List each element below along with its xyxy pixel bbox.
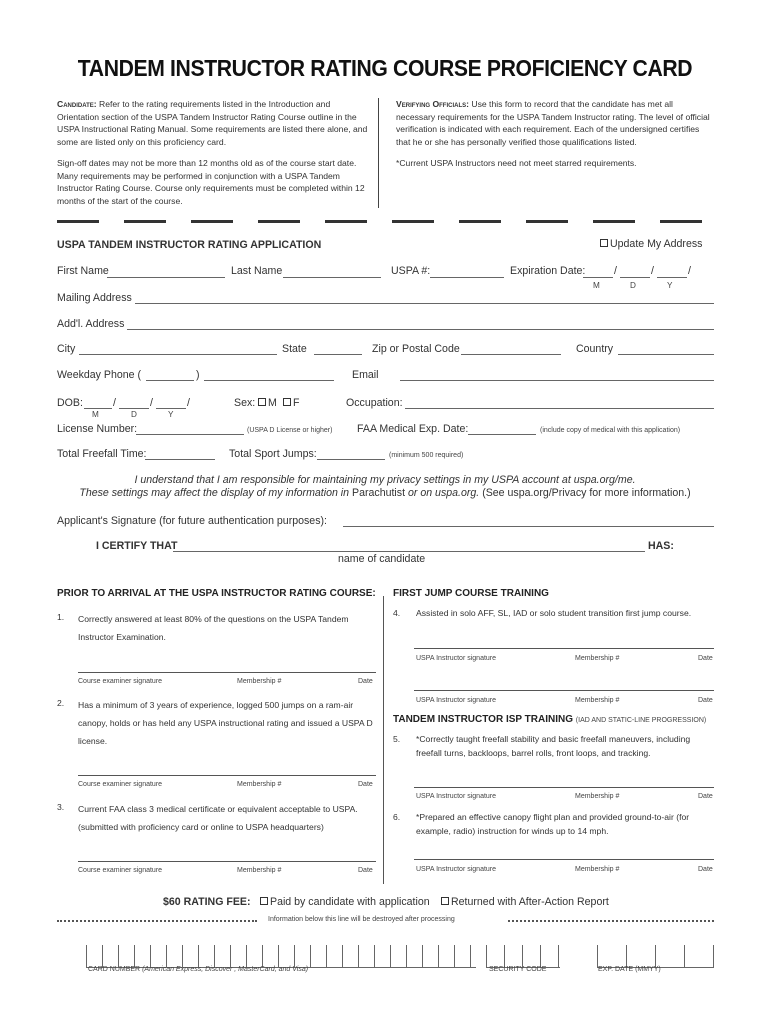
dotted-cut-line-right [508,920,714,922]
update-address-label: Update My Address [610,238,703,250]
signature-line[interactable] [414,787,714,788]
card-digit-box [713,945,714,967]
card-digit-box [246,945,247,967]
item-number: 4. [393,608,401,618]
card-digit-box [422,945,423,967]
checkbox-icon [600,239,608,247]
returned-option-label: Returned with After-Action Report [451,896,609,908]
privacy-line-2 [0,487,770,499]
dob-day-field[interactable] [119,408,149,409]
requirement-text: *Correctly taught freefall stability and basic freefall maneuvers, including freefall turns, backloops, barrel rolls, front loops, and tracking. [416,734,691,758]
candidate-instructions [57,98,369,148]
separator-dash [459,220,501,223]
date-slash: / [688,265,691,277]
faa-date-field[interactable] [468,434,536,435]
checkbox-icon [283,398,291,406]
intro-divider [378,98,379,208]
sig-date-label: Date [698,793,713,800]
sig-membership-label: Membership # [575,866,620,873]
starred-note: *Current USPA Instructors need not meet starred requirements. [396,158,637,168]
exp-m-hint: M [593,281,600,290]
card-number-label [88,966,308,973]
sig-instructor-label: USPA Instructor signature [416,866,497,873]
sig-instructor-label: USPA Instructor signature [416,697,497,704]
card-digit-box [454,945,455,967]
country-field[interactable] [618,354,714,355]
officials-instructions [396,98,714,148]
name-of-candidate-hint: name of candidate [338,553,426,565]
mailing-address-label: Mailing Address [57,292,132,304]
isp-heading-note: (IAD AND STATIC-LINE PROGRESSION) [575,717,707,724]
card-digit-box [310,945,311,967]
candidate-name-field[interactable] [173,551,645,552]
mailing-address-field[interactable] [135,303,714,304]
card-digit-box [294,945,295,967]
freefall-field[interactable] [145,459,215,460]
item-number: 1. [57,612,65,622]
sig-date-label: Date [698,697,713,704]
separator-dash [526,220,568,223]
card-digit-box [150,945,151,967]
dob-y-hint: Y [168,410,174,419]
signature-label: Applicant's Signature (for future authentication purposes): [57,515,327,527]
requirement-text: *Prepared an effective canopy flight plan and provided ground-to-air (for example, radio) instruction for winds up to 14 mph. [416,812,690,836]
certify-label: I CERTIFY THAT [96,540,178,552]
sig-date-label: Date [358,678,373,685]
country-label: Country [576,343,614,355]
paid-option-label: Paid by candidate with application [270,896,430,908]
sex-m-label: M [268,397,277,409]
card-digit-box [182,945,183,967]
card-digit-box [358,945,359,967]
privacy-text: These settings may affect the display of my information in [79,487,350,499]
signature-line[interactable] [78,672,376,673]
signoff-instructions: Sign-off dates may not be more than 12 months old as of the course start date. Many requirements may be performed in conjunction with a USPA Tandem Instructor Rating Course. Course only requirements must be completed within 12 months of the start of the course. [57,158,365,206]
card-digit-box [230,945,231,967]
card-digit-box [278,945,279,967]
card-digit-box [86,945,87,967]
checkbox-icon [258,398,266,406]
area-code-field[interactable] [146,380,194,381]
signature-line[interactable] [414,690,714,691]
returned-with-report-checkbox[interactable] [441,896,609,908]
card-digit-box [655,945,656,967]
sig-date-label: Date [698,866,713,873]
date-slash: / [113,397,116,409]
card-digit-box [470,945,471,967]
date-slash: / [614,265,617,277]
card-digit-box [118,945,119,967]
sig-membership-label: Membership # [575,793,620,800]
card-digit-box [262,945,263,967]
occupation-field[interactable] [405,408,714,409]
dob-label: DOB: [57,397,83,409]
destroy-note: Information below this line will be destroyed after processing [268,916,455,923]
date-slash: / [150,397,153,409]
sig-examiner-label: Course examiner signature [78,781,163,788]
card-digit-box [374,945,375,967]
card-digit-box [558,945,559,967]
uspa-number-field[interactable] [430,277,504,278]
card-digit-box [626,945,627,967]
date-slash: / [187,397,190,409]
state-label: State [282,343,307,355]
privacy-text: or on uspa.org. [407,487,480,499]
occupation-label: Occupation: [346,397,403,409]
requirement-text: Current FAA class 3 medical certificate or equivalent acceptable to USPA. (submitted with proficiency card or online to USPA headquarters) [78,804,358,832]
application-heading: USPA TANDEM INSTRUCTOR RATING APPLICATION [57,239,322,251]
separator-dash [258,220,300,223]
sig-date-label: Date [698,655,713,662]
requirement-text: Has a minimum of 3 years of experience, logged 500 jumps on a ram-air canopy, holds or has held any USPA instructional rating and issued a USPA D license. [78,700,373,746]
phone-label: Weekday Phone ( [57,369,142,381]
first-name-field[interactable] [107,277,225,278]
officials-text: Use this form to record that the candidate has met all necessary requirements for the USPA Tandem Instructor rating. The level of official verification is indicated with each requirement. Each of the undersigned certifies that he or she has personally verified those qualifications listed. [396,99,710,147]
sport-jumps-label: Total Sport Jumps: [229,448,317,460]
paid-with-application-checkbox[interactable] [260,896,430,908]
separator-dash [660,220,702,223]
city-field[interactable] [79,354,277,355]
uspa-number-label: USPA #: [391,265,431,277]
requirement-text: Correctly answered at least 80% of the questions on the USPA Tandem Instructor Examination. [78,614,349,642]
exp-d-hint: D [630,281,636,290]
page-title: TANDEM INSTRUCTOR RATING COURSE PROFICIENCY CARD [77,55,693,81]
item-number: 6. [393,812,401,822]
card-digit-box [597,945,598,967]
separator-dash [57,220,99,223]
separator-dash [392,220,434,223]
card-digit-box [504,945,505,967]
sex-f-checkbox[interactable] [283,397,299,409]
card-digit-box [540,945,541,967]
has-label: HAS: [648,540,674,552]
signature-line[interactable] [78,861,376,862]
license-label: License Number: [57,423,138,435]
expiration-label: Expiration Date: [510,265,586,277]
sig-examiner-label: Course examiner signature [78,867,163,874]
card-digit-box [486,945,487,967]
card-digit-box [214,945,215,967]
sig-instructor-label: USPA Instructor signature [416,793,497,800]
sig-membership-label: Membership # [237,867,282,874]
state-field[interactable] [314,354,362,355]
faa-note: (include copy of medical with this application) [540,427,681,434]
update-address-checkbox[interactable] [600,238,702,250]
candidate-text: Refer to the rating requirements listed in the Introduction and Orientation section of the USPA Tandem Instructor Rating Course outline in the USPA Instructional Rating Manual. Some requirements are listed there alone, and some are listed only on this proficiency card. [57,99,368,147]
jumps-note: (minimum 500 required) [389,452,464,459]
exp-month-field[interactable] [583,277,613,278]
card-digit-box [684,945,685,967]
email-field[interactable] [400,380,714,381]
parachutist-title: Parachutist [352,487,406,499]
card-digit-box [134,945,135,967]
item-number: 3. [57,802,65,812]
signature-field[interactable] [343,526,714,527]
card-digit-box [438,945,439,967]
item-number: 2. [57,698,65,708]
zip-field[interactable] [461,354,561,355]
checkbox-icon [441,897,449,905]
separator-dash [325,220,367,223]
prior-heading: PRIOR TO ARRIVAL AT THE USPA INSTRUCTOR RATING COURSE: [57,588,376,599]
sex-label: Sex: [234,397,256,409]
card-digit-box [390,945,391,967]
column-divider [383,596,384,884]
separator-dash [124,220,166,223]
officials-label: Verifying Officials: [396,99,469,109]
sig-examiner-label: Course examiner signature [78,678,163,685]
privacy-link-text: (See uspa.org/Privacy for more information.) [482,487,691,499]
email-label: Email [352,369,379,381]
additional-address-field[interactable] [127,329,714,330]
card-digit-box [102,945,103,967]
security-code-label: SECURITY CODE [489,966,547,973]
separator-dash [191,220,233,223]
faa-label: FAA Medical Exp. Date: [357,423,469,435]
sport-jumps-field[interactable] [317,459,385,460]
card-types-text: (American Express, Discover , MasterCard, and Visa) [142,966,309,973]
rating-fee-label: $60 RATING FEE: [163,896,251,908]
sex-f-label: F [293,397,300,409]
checkbox-icon [260,897,268,905]
sig-date-label: Date [358,867,373,874]
additional-address-label: Add'l. Address [57,318,125,330]
dotted-cut-line-left [57,920,257,922]
card-digit-box [166,945,167,967]
separator-dash [593,220,635,223]
exp-date-label: EXP. DATE (MMYY) [598,966,661,973]
item-number: 5. [393,734,401,744]
last-name-field[interactable] [283,277,381,278]
last-name-label: Last Name [231,265,283,277]
zip-label: Zip or Postal Code [372,343,460,355]
signature-line[interactable] [78,775,376,776]
card-digit-box [342,945,343,967]
sig-membership-label: Membership # [237,781,282,788]
sig-instructor-label: USPA Instructor signature [416,655,497,662]
signature-line[interactable] [414,859,714,860]
city-label: City [57,343,76,355]
exp-year-field[interactable] [657,277,687,278]
dob-month-field[interactable] [84,408,112,409]
requirement-text: Assisted in solo AFF, SL, IAD or solo student transition first jump course. [416,608,692,618]
exp-day-field[interactable] [620,277,650,278]
card-digit-box [326,945,327,967]
isp-heading-text: TANDEM INSTRUCTOR ISP TRAINING [393,714,574,725]
sig-membership-label: Membership # [237,678,282,685]
candidate-label: Candidate: [57,99,97,109]
dob-m-hint: M [92,410,99,419]
card-digit-box [406,945,407,967]
card-digit-box [522,945,523,967]
card-digit-box [198,945,199,967]
dob-d-hint: D [131,410,137,419]
license-field[interactable] [136,434,244,435]
freefall-label: Total Freefall Time: [57,448,147,460]
card-number-text: CARD NUMBER [88,966,141,973]
sig-membership-label: Membership # [575,655,620,662]
isp-heading [393,714,706,725]
sig-membership-label: Membership # [575,697,620,704]
phone-paren: ) [196,369,200,381]
sig-date-label: Date [358,781,373,788]
phone-field[interactable] [204,380,334,381]
first-jump-heading: FIRST JUMP COURSE TRAINING [393,588,549,599]
license-note: (USPA D License or higher) [247,427,333,434]
signature-line[interactable] [414,648,714,649]
exp-y-hint: Y [667,281,673,290]
dob-year-field[interactable] [156,408,186,409]
sex-m-checkbox[interactable] [258,397,277,409]
first-name-label: First Name [57,265,109,277]
privacy-line-1: I understand that I am responsible for maintaining my privacy settings in my USPA account at uspa.org/me. [134,474,636,486]
date-slash: / [651,265,654,277]
